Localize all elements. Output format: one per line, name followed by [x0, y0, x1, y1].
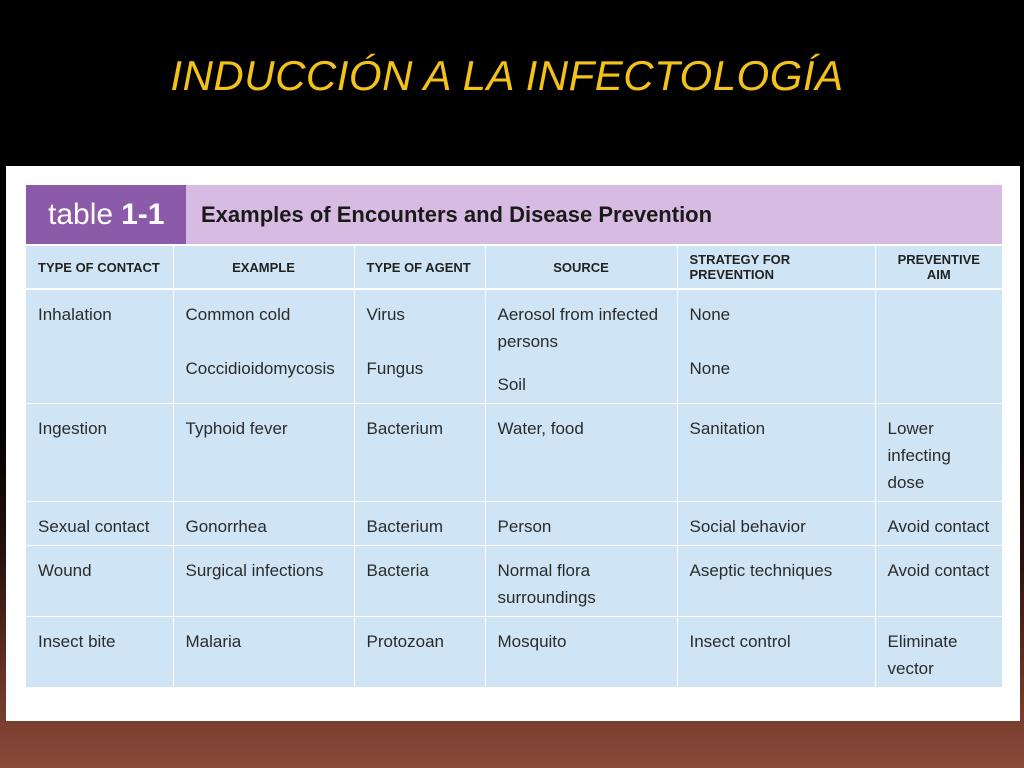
table-label-number: 1-1	[121, 197, 165, 231]
cell-strategy-line: None	[689, 305, 731, 324]
cell-source: Water, food	[485, 404, 677, 502]
cell-agent	[354, 289, 485, 404]
table-caption-title: Examples of Encounters and Disease Prevention	[186, 185, 1002, 244]
table-header-row	[26, 246, 1002, 289]
table-row	[26, 502, 1002, 546]
cell-source-line: Aerosol from infected persons	[497, 305, 659, 351]
cell-contact: Wound	[26, 546, 173, 617]
header-preventive-aim: PREVENTIVE AIM	[875, 246, 1002, 289]
cell-strategy: Insect control	[677, 617, 875, 688]
header-type-of-agent: TYPE OF AGENT	[354, 246, 485, 289]
cell-contact: Ingestion	[26, 404, 173, 502]
header-strategy: STRATEGY FOR PREVENTION	[677, 246, 875, 289]
table-panel	[6, 166, 1020, 721]
cell-aim	[875, 289, 1002, 404]
cell-contact: Inhalation	[26, 289, 173, 404]
slide-title: INDUCCIÓN A LA INFECTOLOGÍA	[170, 52, 844, 99]
header-example: EXAMPLE	[173, 246, 354, 289]
cell-agent-line: Fungus	[366, 359, 424, 378]
table-label	[26, 185, 186, 244]
table-row	[26, 289, 1002, 404]
cell-strategy: Aseptic techniques	[677, 546, 875, 617]
header-source: SOURCE	[485, 246, 677, 289]
cell-aim: Lower infecting dose	[875, 404, 1002, 502]
cell-strategy: Sanitation	[677, 404, 875, 502]
encounters-table	[26, 246, 1002, 688]
cell-agent: Protozoan	[354, 617, 485, 688]
cell-example: Surgical infections	[173, 546, 354, 617]
cell-agent-line: Virus	[366, 305, 405, 324]
cell-source: Person	[485, 502, 677, 546]
cell-strategy-line: None	[689, 359, 731, 378]
table-row	[26, 546, 1002, 617]
cell-source-line: Soil	[497, 375, 526, 394]
cell-strategy	[677, 289, 875, 404]
header-type-of-contact: TYPE OF CONTACT	[26, 246, 173, 289]
cell-example: Gonorrhea	[173, 502, 354, 546]
cell-aim: Avoid contact	[875, 546, 1002, 617]
table-row	[26, 404, 1002, 502]
cell-aim: Eliminate vector	[875, 617, 1002, 688]
cell-example-line: Coccidioidomycosis	[185, 359, 335, 378]
cell-strategy: Social behavior	[677, 502, 875, 546]
cell-agent: Bacterium	[354, 502, 485, 546]
table-label-prefix: table	[48, 197, 114, 231]
table-caption	[26, 185, 1002, 244]
cell-agent: Bacterium	[354, 404, 485, 502]
cell-contact: Sexual contact	[26, 502, 173, 546]
table-container	[26, 185, 1002, 688]
cell-example: Malaria	[173, 617, 354, 688]
table-row	[26, 617, 1002, 688]
cell-source	[485, 289, 677, 404]
cell-source: Mosquito	[485, 617, 677, 688]
cell-example-line: Common cold	[185, 305, 291, 324]
cell-example	[173, 289, 354, 404]
cell-example: Typhoid fever	[173, 404, 354, 502]
cell-agent: Bacteria	[354, 546, 485, 617]
cell-aim: Avoid contact	[875, 502, 1002, 546]
cell-source: Normal flora surroundings	[485, 546, 677, 617]
cell-contact: Insect bite	[26, 617, 173, 688]
